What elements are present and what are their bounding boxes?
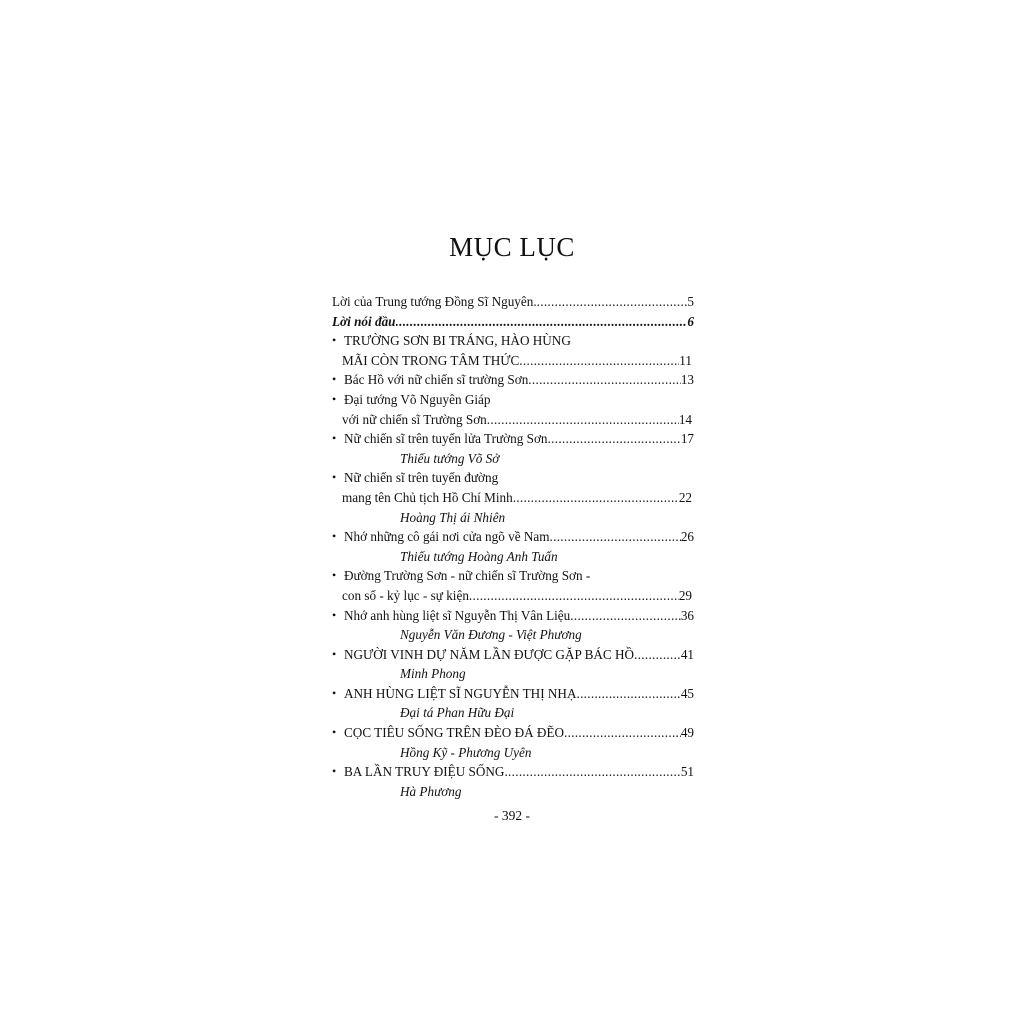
bullet-icon: • [332, 431, 337, 446]
toc-entry-title: TRƯỜNG SƠN BI TRÁNG, HÀO HÙNG [344, 333, 571, 349]
dot-leader [564, 723, 681, 743]
toc-entry-title: Lời nói đầu [332, 313, 396, 329]
toc-entry-line1 [332, 566, 694, 586]
toc-entry-line1 [332, 390, 694, 410]
toc-entry-author: Đại tá Phan Hữu Đại [400, 705, 515, 721]
bullet-icon: • [332, 391, 337, 406]
toc-entry [332, 606, 694, 626]
toc-entry-author: Nguyễn Văn Đương - Việt Phương [400, 627, 582, 643]
toc-entry-author: Hoàng Thị ái Nhiên [400, 509, 506, 525]
toc-entry-page: 14 [678, 411, 692, 427]
dot-leader [469, 586, 679, 606]
toc-entry-title: Đường Trường Sơn - nữ chiến sĩ Trường Sơn - [344, 568, 591, 584]
bullet-icon: • [332, 725, 337, 740]
dot-leader [513, 488, 679, 508]
toc-entry [332, 292, 694, 312]
bullet-icon: • [332, 764, 337, 779]
toc-entry-title: Đại tướng Võ Nguyên Giáp [344, 391, 491, 407]
dot-leader [548, 429, 681, 449]
toc-entry-line1 [332, 331, 694, 351]
bullet-icon: • [332, 607, 337, 622]
toc-entry-line2 [332, 410, 692, 430]
bullet-icon: • [332, 470, 337, 485]
toc-entry-title-cont: mang tên Chủ tịch Hồ Chí Minh [342, 489, 513, 505]
toc-entry-author: Hồng Kỹ - Phương Uyên [400, 744, 532, 760]
dot-leader [550, 527, 681, 547]
toc-entry-page: 45 [680, 685, 694, 701]
toc-entry-page: 51 [680, 764, 694, 780]
dot-leader [396, 312, 688, 332]
toc-entry-page: 11 [679, 352, 692, 368]
toc-entry-title: CỌC TIÊU SỐNG TRÊN ĐÈO ĐÁ ĐẼO [344, 725, 565, 741]
toc-entry [332, 723, 694, 743]
toc-entry-title: NGƯỜI VINH DỰ NĂM LẦN ĐƯỢC GẶP BÁC HỒ [344, 646, 635, 662]
toc-entry [332, 762, 694, 782]
dot-leader [504, 762, 680, 782]
toc-entry-page: 13 [680, 372, 694, 388]
toc-entry-line2 [332, 488, 692, 508]
toc-entry-line2 [332, 586, 692, 606]
toc-entry-title: ANH HÙNG LIỆT SĨ NGUYỄN THỊ NHẠ [344, 685, 577, 701]
toc-entry-title: Nữ chiến sĩ trên tuyến đường [344, 470, 499, 486]
toc-entry-page: 26 [680, 529, 694, 545]
dot-leader [634, 645, 681, 665]
dot-leader [576, 684, 680, 704]
dot-leader [528, 370, 681, 390]
dot-leader [487, 410, 679, 430]
toc-entry-author: Hà Phương [400, 783, 462, 799]
toc-entry-author: Thiếu tướng Hoàng Anh Tuấn [400, 548, 558, 564]
bullet-icon: • [332, 685, 337, 700]
toc-entry-line2 [332, 351, 692, 371]
page-number: - 392 - [494, 808, 530, 823]
toc-entry-page: 29 [678, 587, 692, 603]
toc-entry-title-cont: với nữ chiến sĩ Trường Sơn [342, 411, 487, 427]
bullet-icon: • [332, 372, 337, 387]
toc-entry-title-cont: MÃI CÒN TRONG TÂM THỨC [342, 352, 520, 368]
toc-entry [332, 429, 694, 449]
dot-leader [519, 351, 679, 371]
toc-entry-title: Bác Hồ với nữ chiến sĩ trường Sơn [344, 372, 529, 388]
bullet-icon: • [332, 529, 337, 544]
toc-entry-title: Lời của Trung tướng Đồng Sĩ Nguyên. [332, 294, 537, 309]
dot-leader [537, 292, 688, 312]
toc-entry-page: 5 [687, 294, 694, 309]
toc-entry [332, 527, 694, 547]
bullet-icon: • [332, 646, 337, 661]
toc-entry-page: 41 [680, 646, 694, 662]
toc-entry-title: Nữ chiến sĩ trên tuyến lửa Trường Sơn [344, 431, 548, 447]
table-of-contents [332, 292, 694, 801]
page-title: MỤC LỤC [449, 232, 575, 262]
toc-entry-page: 17 [680, 431, 694, 447]
toc-entry-author: Thiếu tướng Võ Sở [400, 450, 500, 466]
bullet-icon: • [332, 568, 337, 583]
toc-entry-page: 36 [680, 607, 694, 623]
toc-entry [332, 312, 694, 332]
toc-entry-page: 22 [678, 489, 692, 505]
dot-leader [570, 606, 681, 626]
toc-entry [332, 645, 694, 665]
toc-entry-author: Minh Phong [400, 666, 466, 682]
toc-entry-title-cont: con số - kỷ lục - sự kiện [342, 587, 469, 603]
toc-entry [332, 370, 694, 390]
toc-entry-title: BA LẦN TRUY ĐIỆU SỐNG [344, 764, 505, 780]
toc-entry [332, 684, 694, 704]
bullet-icon: • [332, 333, 337, 348]
toc-entry-page: 6 [687, 313, 694, 329]
toc-entry-title: Nhớ những cô gái nơi cửa ngõ về Nam [344, 529, 550, 545]
toc-entry-page: 49 [680, 725, 694, 741]
toc-entry-title: Nhớ anh hùng liệt sĩ Nguyễn Thị Vân Liệu [344, 607, 571, 623]
toc-entry-line1 [332, 468, 694, 488]
